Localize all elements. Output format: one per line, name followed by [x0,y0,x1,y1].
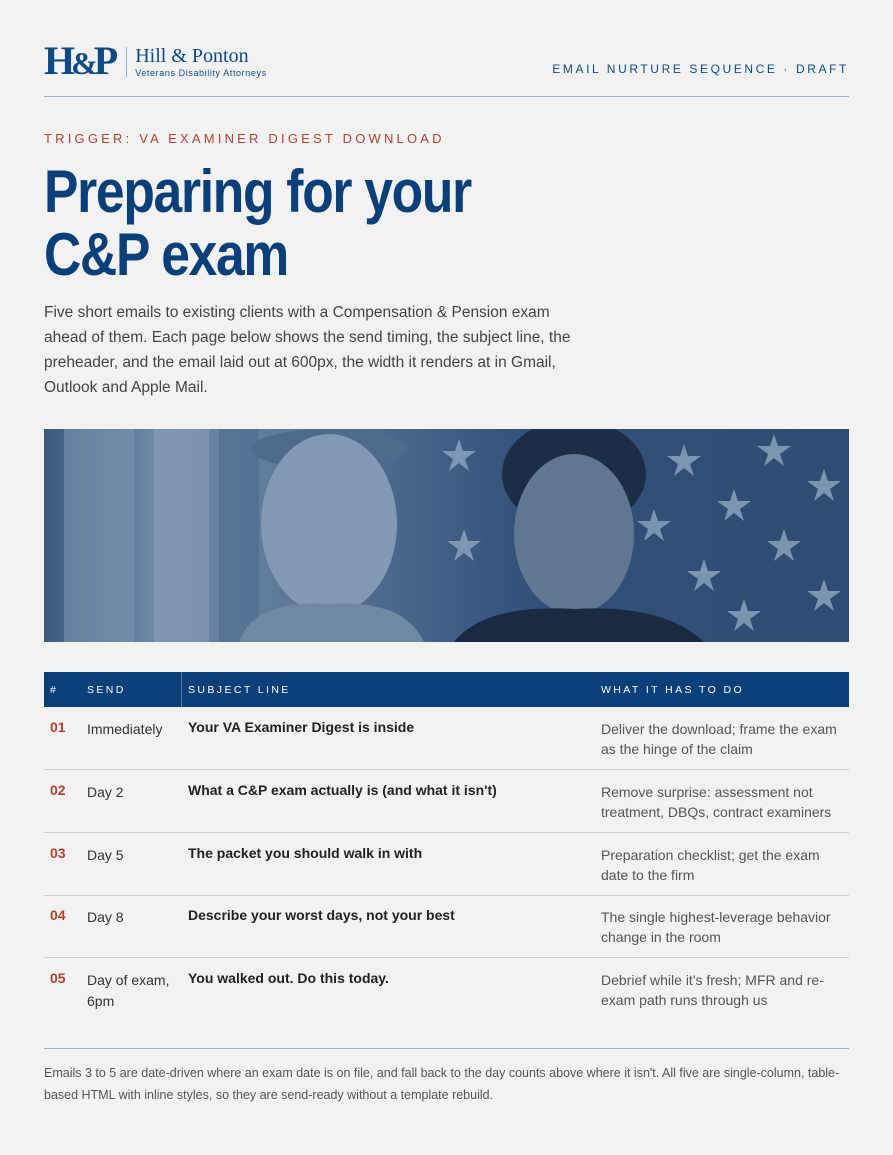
row-subject-line: Your VA Examiner Digest is inside [188,719,415,735]
logo-mark-h: H [44,38,72,83]
intro-paragraph: Five short emails to existing clients with a Compensation & Pension exam ahead of them. Each page below shows the send timing, the subject line, the preheader, and the email laid out at 600px, the width it renders at in Gmail, Outlook and Apple Mail. [44,304,571,396]
row-send-timing: Immediately [87,721,163,737]
row-send-timing: Day 2 [87,784,124,800]
column-header-todo: WHAT IT HAS TO DO [601,684,745,696]
hero-photo [44,429,849,642]
logo-mark-amp: & [71,45,94,81]
footnote-divider [44,1048,849,1049]
table-row [44,958,849,1016]
portrait-older-veteran [239,429,424,642]
table-row [44,707,849,770]
row-number: 04 [50,907,66,923]
column-separator [181,672,182,707]
table-row [44,833,849,896]
row-purpose: Deliver the download; frame the exam as the hinge of the claim [601,721,837,757]
row-subject-line: Describe your worst days, not your best [188,907,455,923]
row-purpose: Debrief while it's fresh; MFR and re-exam path runs through us [601,972,824,1008]
table-row [44,895,849,958]
logo [44,38,267,83]
column-header-num: # [50,684,59,696]
row-number: 02 [50,782,66,798]
row-purpose: Preparation checklist; get the exam date to the firm [601,847,820,883]
page-title [44,160,491,286]
table-header [44,672,849,707]
row-send-timing: Day 5 [87,847,124,863]
logo-name: Hill & Ponton [135,45,249,67]
title-line-2: C&P exam [44,221,289,288]
row-send-timing: Day 8 [87,909,124,925]
column-header-subject: SUBJECT LINE [188,684,291,696]
row-number: 05 [50,970,66,986]
footnote: Emails 3 to 5 are date-driven where an exam date is on file, and fall back to the day counts above where it isn't. All five are single-column, table-based HTML with inline styles, so they are send-ready without a template rebuild. [44,1066,840,1102]
row-purpose: The single highest-leverage behavior change in the room [601,909,831,945]
row-number: 03 [50,845,66,861]
row-subject-line: The packet you should walk in with [188,845,423,861]
row-number: 01 [50,719,66,735]
title-line-1: Preparing for your [44,158,471,225]
trigger-label: TRIGGER: VA EXAMINER DIGEST DOWNLOAD [44,131,445,146]
row-purpose: Remove surprise: assessment not treatment, DBQs, contract examiners [601,784,832,820]
logo-divider [126,47,127,77]
logo-mark [44,38,115,83]
column-header-send: SEND [87,684,126,696]
header-divider [44,96,849,97]
logo-subtitle: Veterans Disability Attorneys [135,68,267,78]
row-subject-line: You walked out. Do this today. [188,970,389,986]
portrait-younger-veteran [454,429,704,642]
hero-photo-illustration [44,429,849,642]
logo-mark-p: P [93,38,115,83]
document-status-label: EMAIL NURTURE SEQUENCE · DRAFT [552,62,849,76]
row-send-timing: Day of exam, 6pm [87,972,170,1009]
page-header [44,38,849,96]
logo-text [135,46,266,78]
row-subject-line: What a C&P exam actually is (and what it isn't) [188,782,497,798]
table-row [44,770,849,833]
